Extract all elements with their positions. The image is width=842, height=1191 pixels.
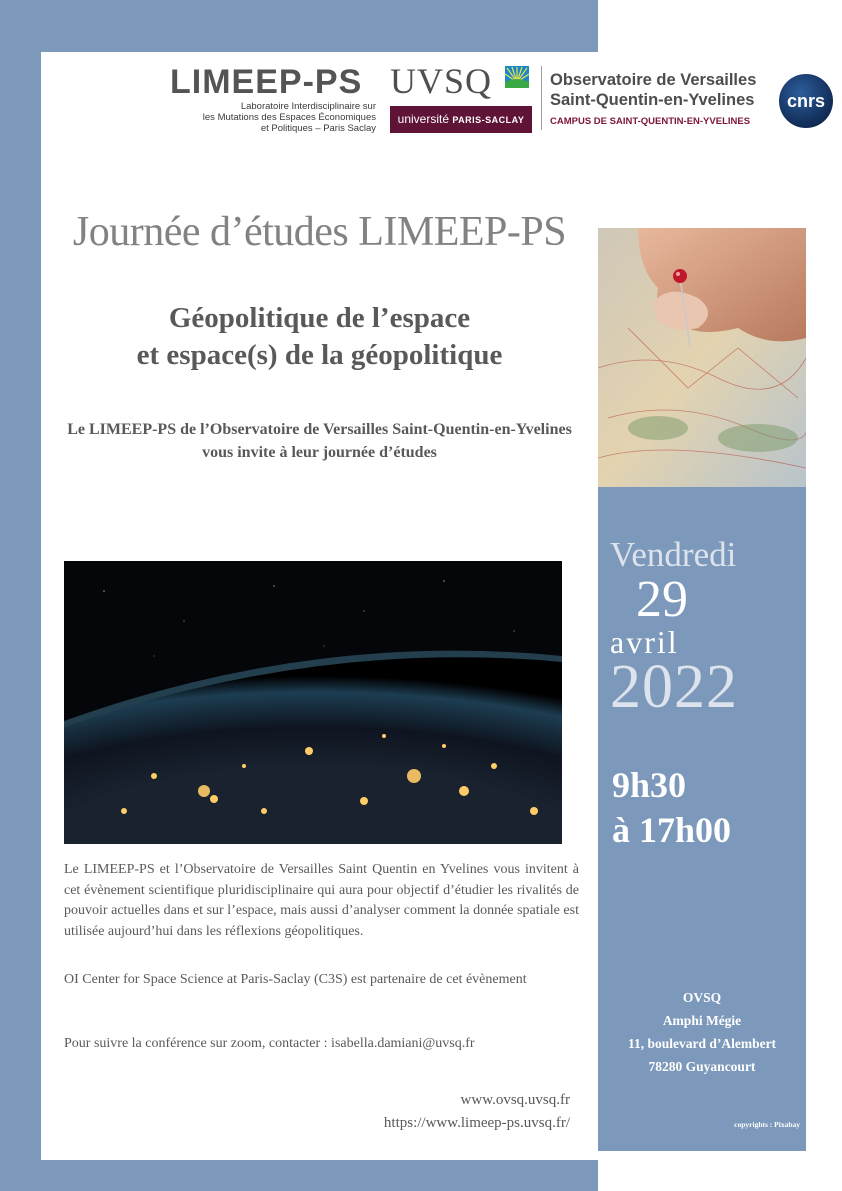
ovsq-logo	[550, 70, 775, 127]
limeep-logo-name: LIMEEP-PS	[170, 63, 363, 101]
time-end: à 17h00	[612, 810, 732, 850]
event-title-line1: Géopolitique de l’espace	[168, 302, 471, 334]
limeep-subtitle-line: les Mutations des Espaces Économiques	[202, 112, 376, 123]
venue-line: 11, boulevard d’Alembert	[627, 1036, 777, 1051]
event-type-heading: Journée d’études LIMEEP-PS	[72, 209, 567, 255]
date-month: avril	[610, 624, 679, 660]
limeep-subtitle-line: et Politiques – Paris Saclay	[260, 123, 376, 134]
time-start: 9h30	[612, 765, 687, 805]
zoom-contact-text: Pour suivre la conférence sur zoom, contacter : isabella.damiani@uvsq.fr	[64, 1036, 475, 1051]
venue-address	[612, 986, 792, 1078]
map-pin-illustration	[598, 228, 806, 487]
invitation-text: Le LIMEEP-PS de l’Observatoire de Versailles Saint-Quentin-en-Yvelines vous invite à leur journée d’études	[67, 421, 572, 461]
limeep-website-link[interactable]: https://www.limeep-ps.uvsq.fr/	[383, 1115, 570, 1131]
date-weekday: Vendredi	[610, 535, 737, 574]
limeep-logo-subtitle	[170, 101, 376, 134]
sunrise-icon	[505, 66, 529, 88]
venue-line: 78280 Guyancourt	[648, 1059, 756, 1074]
uvsq-logo	[390, 62, 532, 136]
limeep-logo	[170, 64, 376, 134]
limeep-subtitle-line: Laboratoire Interdisciplinaire sur	[240, 101, 376, 112]
copyright-note: copyrights : Pixabay	[734, 1120, 800, 1129]
uvsq-logo-name: UVSQ	[390, 61, 493, 101]
description-paragraph: Le LIMEEP-PS et l’Observatoire de Versailles Saint Quentin en Yvelines vous invitent à cet évènement scientifique pluridisciplinaire qui aura pour objectif d’étudier les rivalités de pouvoir actuelles dans et sur l’espace, mais aussi d’analyser comment la donnée spatiale est utilisée aujourd’hui dans les réflexions géopolitiques.	[64, 862, 579, 939]
earth-at-night-photo	[64, 561, 562, 844]
logo-divider	[541, 66, 542, 130]
venue-line: OVSQ	[682, 990, 722, 1005]
paris-saclay-logo	[390, 106, 532, 133]
map-pin-photo	[598, 228, 806, 487]
ovsq-website-link[interactable]: www.ovsq.uvsq.fr	[460, 1092, 570, 1108]
ovsq-logo-line1: Observatoire de Versailles	[550, 71, 757, 89]
date-day: 29	[636, 571, 688, 628]
ovsq-logo-line2: Saint-Quentin-en-Yvelines	[550, 91, 755, 109]
ovsq-logo-campus: CAMPUS DE SAINT-QUENTIN-EN-YVELINES	[550, 116, 751, 127]
date-year: 2022	[610, 653, 738, 721]
event-title-line2: et espace(s) de la géopolitique	[136, 339, 503, 371]
venue-line: Amphi Mégie	[662, 1013, 742, 1028]
cnrs-logo: cnrs	[779, 74, 833, 128]
paris-saclay-prefix: université	[397, 112, 449, 126]
earth-illustration	[64, 561, 562, 844]
partner-text: OI Center for Space Science at Paris-Saclay (C3S) est partenaire de cet évènement	[64, 972, 527, 987]
paris-saclay-suffix: PARIS-SACLAY	[452, 115, 525, 125]
event-title	[41, 300, 598, 374]
